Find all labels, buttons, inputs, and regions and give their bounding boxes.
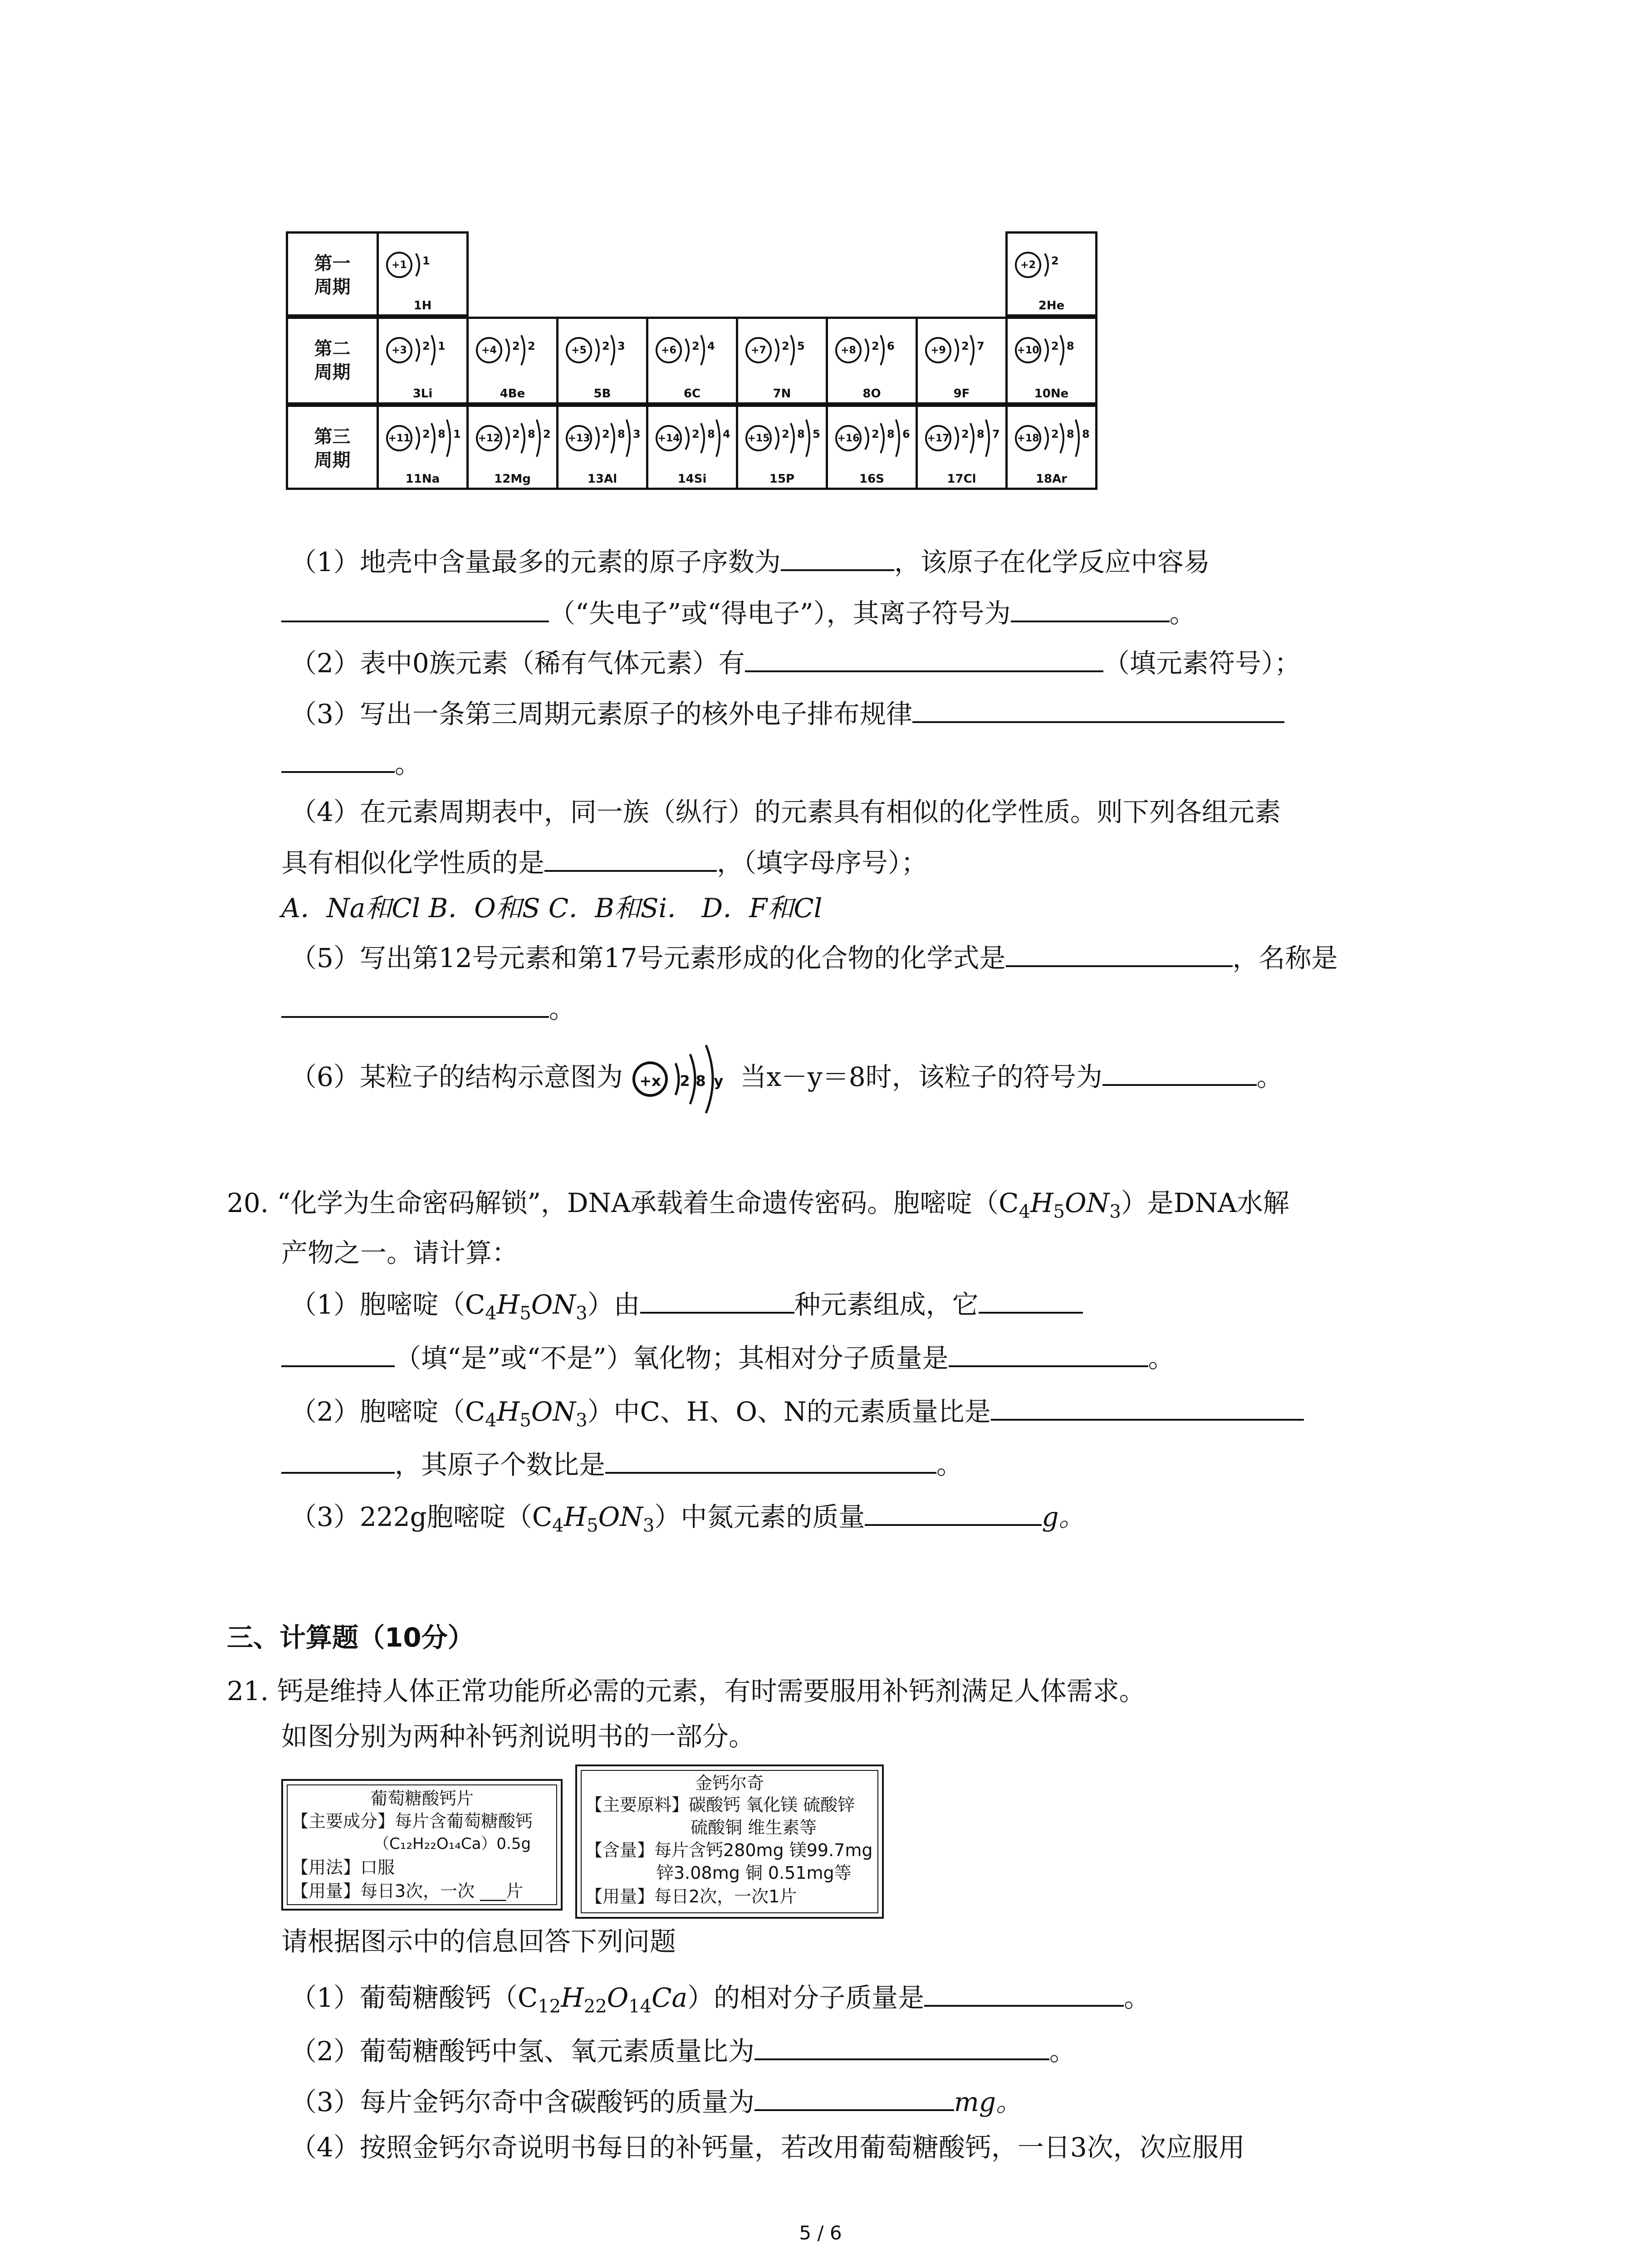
text: ）的相对分子质量是 — [687, 1982, 925, 2013]
element-symbol: 16S — [859, 472, 884, 486]
element-symbol: 11Na — [405, 472, 440, 486]
text: （“失电子”或“得电子”），其离子符号为 — [549, 598, 1011, 629]
text: ）由 — [587, 1289, 640, 1320]
shell-arc — [791, 423, 794, 453]
period-label: 第一 周期 — [314, 253, 351, 298]
element-symbol: 9F — [953, 387, 970, 401]
element-symbol: 7N — [773, 387, 791, 401]
shell-electron-count: 2 — [872, 340, 879, 352]
nucleus: +10 — [1015, 337, 1041, 363]
shell-electron-count: 8 — [797, 428, 805, 440]
element-cell-li — [377, 317, 469, 405]
text: Ca — [652, 1982, 688, 2013]
text: 。 — [1049, 2036, 1076, 2067]
q19-part5-line1 — [290, 938, 1338, 976]
element-cell-cl — [916, 405, 1008, 490]
nucleus: +18 — [1015, 425, 1041, 451]
shell-arc — [970, 335, 974, 365]
text: 。 — [549, 993, 576, 1024]
answer-blank[interactable] — [991, 1392, 1304, 1421]
shell-arc — [431, 335, 435, 365]
shell-electron-count: 2 — [692, 428, 700, 440]
box-line: 硫酸铜 维生素等 — [691, 1818, 817, 1838]
subscript: 4 — [1019, 1201, 1030, 1222]
element-cell-f — [916, 317, 1008, 405]
box-line: 【主要成分】每片含葡萄糖酸钙 — [291, 1811, 533, 1831]
answer-blank[interactable] — [1006, 938, 1233, 967]
element-cell-na — [377, 405, 469, 490]
shell-electron-count: 6 — [902, 428, 910, 440]
text: （1）葡萄糖酸钙（C — [290, 1982, 538, 2013]
answer-blank[interactable] — [781, 542, 894, 571]
text: ，其原子个数比是 — [395, 1449, 606, 1480]
shell-label: 2 — [680, 1072, 690, 1090]
shell-arc — [1076, 420, 1079, 457]
subscript: 3 — [642, 1515, 655, 1536]
q19-part4-line2 — [281, 843, 927, 881]
nucleus: +3 — [386, 337, 412, 363]
shell-electron-count: 8 — [617, 428, 625, 440]
subscript: 3 — [1109, 1201, 1121, 1222]
shell-electron-count: 2 — [782, 428, 789, 440]
nucleus: +7 — [745, 337, 772, 363]
subscript: 5 — [519, 1303, 531, 1324]
shell-arc — [881, 335, 884, 365]
shell-electron-count: 2 — [512, 340, 520, 352]
shell-arc — [686, 427, 689, 450]
q20-part3 — [290, 1497, 1085, 1544]
shell-arc — [791, 335, 794, 365]
subscript: 4 — [485, 1410, 497, 1431]
q20-part1-line1 — [290, 1285, 1083, 1332]
text: （3）222g胞嘧啶（C — [290, 1501, 553, 1532]
answer-blank[interactable] — [281, 1445, 395, 1474]
shell-arc — [1045, 339, 1048, 362]
shell-arc — [627, 420, 630, 457]
element-symbol: 2He — [1038, 299, 1065, 313]
nucleus: +16 — [835, 425, 862, 451]
element-symbol: 4Be — [500, 387, 525, 401]
text: O — [531, 1289, 553, 1320]
element-symbol: 12Mg — [494, 472, 531, 486]
element-cell-h — [377, 231, 469, 317]
shell-arc — [521, 423, 524, 453]
answer-blank[interactable] — [865, 1497, 1042, 1526]
q19-part2 — [290, 643, 1301, 681]
shell-electron-count: 8 — [707, 428, 715, 440]
shell-electron-count: 8 — [977, 428, 985, 440]
text: （5）写出第12号元素和第17号元素形成的化合物的化学式是 — [290, 943, 1006, 973]
answer-blank[interactable] — [1102, 1057, 1257, 1086]
q21-part1 — [290, 1978, 1150, 2025]
box-line: 【用量】每日3次，一次 ___片 — [291, 1881, 524, 1901]
box-line: 【主要原料】碳酸钙 氧化镁 硫酸锌 — [585, 1795, 855, 1815]
shell-electron-count: 2 — [961, 340, 969, 352]
shell-arc — [955, 427, 958, 450]
shell-arc — [596, 339, 599, 362]
shell-arc — [986, 420, 989, 457]
answer-blank[interactable] — [544, 843, 717, 872]
text: （6）某粒子的结构示意图为 — [290, 1061, 623, 1092]
text: 。 — [1124, 1982, 1151, 2013]
nucleus: +15 — [745, 425, 772, 451]
text: mg。 — [954, 2087, 1023, 2117]
element-symbol: 14Si — [677, 472, 707, 486]
shell-electron-count: 6 — [887, 340, 895, 352]
nucleus: +9 — [925, 337, 951, 363]
element-symbol: 6C — [683, 387, 701, 401]
shell-electron-count: 2 — [872, 428, 879, 440]
shell-electron-count: 8 — [1067, 428, 1074, 440]
shell-arc — [596, 427, 599, 450]
shell-arc — [896, 420, 899, 457]
shell-electron-count: 4 — [707, 340, 715, 352]
nucleus: +13 — [566, 425, 592, 451]
shell-arc — [865, 427, 868, 450]
nucleus: +11 — [386, 425, 412, 451]
text: g。 — [1042, 1501, 1085, 1532]
shell-electron-count: 3 — [633, 428, 641, 440]
nucleus: +14 — [656, 425, 682, 451]
answer-blank[interactable] — [979, 1285, 1083, 1314]
text: O — [531, 1396, 553, 1427]
page-number: 5 / 6 — [799, 2222, 842, 2244]
q21-part4: （4）按照金钙尔奇说明书每日的补钙量，若改用葡萄糖酸钙，一日3次，次应服用 — [290, 2132, 1245, 2163]
nucleus: +17 — [925, 425, 951, 451]
shell-arc — [521, 335, 524, 365]
subscript: 5 — [587, 1515, 598, 1536]
q21-line1: 21. 钙是维持人体正常功能所必需的元素，有时需要服用补钙剂满足人体需求。 — [227, 1676, 1146, 1706]
box-line: 锌3.08mg 铜 0.51mg等 — [656, 1863, 852, 1883]
text: 具有相似化学性质的是 — [281, 847, 545, 878]
nucleus: +2 — [1015, 252, 1041, 278]
answer-blank[interactable] — [281, 744, 395, 773]
text: H — [1030, 1188, 1053, 1218]
q20-part2-line1 — [290, 1392, 1304, 1439]
answer-blank[interactable] — [281, 989, 549, 1018]
text: ，名称是 — [1232, 943, 1338, 973]
text: 。 — [1256, 1061, 1283, 1092]
element-symbol: 5B — [593, 387, 611, 401]
shell-arc — [416, 427, 419, 450]
text: （3）每片金钙尔奇中含碳酸钙的质量为 — [290, 2087, 754, 2117]
subscript: 12 — [538, 1996, 561, 2017]
answer-blank[interactable] — [281, 1338, 395, 1367]
element-cell-p — [736, 405, 828, 490]
text: （1）地壳中含量最多的元素的原子序数为 — [290, 547, 781, 577]
answer-blank[interactable] — [640, 1285, 794, 1314]
answer-blank[interactable] — [1011, 593, 1170, 622]
answer-blank[interactable] — [745, 643, 1103, 672]
nucleus: +6 — [656, 337, 682, 363]
shell-arc — [775, 339, 779, 362]
electron-shell-arcs — [411, 240, 465, 290]
shell-electron-count: 5 — [797, 340, 805, 352]
element-cell-n — [736, 317, 828, 405]
text: N — [553, 1396, 576, 1427]
q19-part5-line2 — [281, 989, 575, 1027]
q20-part1-line2 — [281, 1338, 1175, 1376]
element-symbol: 15P — [769, 472, 795, 486]
shell-electron-count: 8 — [528, 428, 535, 440]
q20-part2-line2 — [281, 1445, 963, 1483]
element-cell-ne — [1005, 317, 1097, 405]
subscript: 14 — [628, 1996, 652, 2017]
shell-electron-count: 2 — [692, 340, 700, 352]
shell-electron-count: 2 — [512, 428, 520, 440]
shell-arc — [1060, 423, 1063, 453]
shell-arc — [506, 339, 509, 362]
element-cell-he — [1005, 231, 1097, 317]
shell-arc — [1045, 427, 1048, 450]
element-cell-mg — [466, 405, 558, 490]
text: 种元素组成，它 — [794, 1289, 979, 1320]
text: （2）胞嘧啶（C — [290, 1396, 485, 1427]
answer-blank[interactable] — [912, 694, 1284, 723]
text: （2）葡萄糖酸钙中氢、氧元素质量比为 — [290, 2036, 754, 2067]
q19-part3-line2 — [281, 744, 421, 782]
text: 当x－y＝8时，该粒子的符号为 — [740, 1061, 1102, 1092]
shell-arc — [416, 254, 419, 276]
nucleus-label: +x — [639, 1072, 661, 1090]
text: （1）胞嘧啶（C — [290, 1289, 485, 1320]
shell-arc — [611, 335, 614, 365]
nucleus: +12 — [476, 425, 502, 451]
shell-electron-count: 1 — [422, 254, 430, 267]
shell-arc — [701, 335, 704, 365]
q19-part6 — [290, 1057, 1283, 1097]
text: ）中氮元素的质量 — [654, 1501, 865, 1532]
shell-electron-count: 2 — [961, 428, 969, 440]
caltrate-label-box — [575, 1765, 884, 1919]
element-cell-s — [826, 405, 918, 490]
text: N — [1086, 1188, 1110, 1218]
shell-electron-count: 4 — [723, 428, 730, 440]
shell-arc — [1045, 254, 1048, 276]
shell-arc — [775, 427, 779, 450]
box-title: 金钙尔奇 — [695, 1773, 764, 1793]
electron-shell-arcs — [1039, 240, 1094, 290]
shell-arc — [611, 423, 614, 453]
text: ）是DNA水解 — [1121, 1188, 1289, 1218]
text: （填“是”或“不是”）氧化物；其相对分子质量是 — [395, 1343, 949, 1374]
box-title: 葡萄糖酸钙片 — [370, 1789, 474, 1809]
text: O — [1065, 1188, 1087, 1218]
subscript: 5 — [519, 1410, 531, 1431]
shell-electron-count: 2 — [1051, 428, 1059, 440]
answer-blank[interactable] — [754, 2031, 1049, 2060]
shell-electron-count: 7 — [992, 428, 1000, 440]
element-cell-ar — [1005, 405, 1097, 490]
calcium-gluconate-label-box — [281, 1779, 563, 1911]
shell-electron-count: 2 — [1051, 254, 1059, 267]
shell-electron-count: 5 — [813, 428, 820, 440]
nucleus: +5 — [566, 337, 592, 363]
period-label: 第三 周期 — [314, 426, 351, 471]
q21-part2 — [290, 2031, 1076, 2069]
text: H — [563, 1501, 587, 1532]
shell-arc — [447, 420, 450, 457]
shell-electron-count: 2 — [1051, 340, 1059, 352]
answer-blank[interactable] — [605, 1445, 936, 1474]
text: N — [620, 1501, 643, 1532]
particle-structure-diagram — [631, 1061, 740, 1097]
q21-line2: 如图分别为两种补钙剂说明书的一部分。 — [281, 1721, 755, 1752]
box-line: 【用量】每日2次，一次1片 — [585, 1887, 797, 1906]
box-line: （C₁₂H₂₂O₁₄Ca）0.5g — [374, 1835, 531, 1853]
shell-label: 8 — [696, 1072, 706, 1090]
element-symbol: 18Ar — [1035, 472, 1068, 486]
shell-arc — [416, 339, 419, 362]
section-title: 三、计算题（10分） — [227, 1622, 474, 1653]
answer-blank[interactable] — [281, 593, 549, 622]
subscript: 5 — [1053, 1201, 1065, 1222]
element-cell-b — [556, 317, 648, 405]
element-symbol: 8O — [862, 387, 881, 401]
answer-blank[interactable] — [754, 2082, 954, 2111]
shell-electron-count: 2 — [422, 340, 430, 352]
text: H — [496, 1396, 520, 1427]
nucleus: +8 — [835, 337, 862, 363]
shell-electron-count: 2 — [602, 428, 610, 440]
shell-electron-count: 8 — [887, 428, 895, 440]
text: 。 — [936, 1449, 963, 1480]
q20-intro-line1 — [227, 1185, 1289, 1230]
text: O — [607, 1982, 629, 2013]
element-symbol: 3Li — [412, 387, 433, 401]
period-label: 第二 周期 — [314, 338, 351, 383]
nucleus: +4 — [476, 337, 502, 363]
q21-part3 — [290, 2082, 1022, 2120]
shell-electron-count: 1 — [438, 340, 446, 352]
shell-electron-count: 2 — [422, 428, 430, 440]
shell-arc — [686, 339, 689, 362]
element-cell-c — [646, 317, 738, 405]
period-label-cell — [286, 317, 379, 405]
shell-electron-count: 3 — [617, 340, 625, 352]
shell-electron-count: 7 — [977, 340, 985, 352]
element-symbol: 13Al — [587, 472, 617, 486]
period-label-cell — [286, 231, 379, 317]
element-symbol: 1H — [413, 299, 432, 313]
shell-electron-count: 1 — [453, 428, 461, 440]
shell-arc — [431, 423, 435, 453]
text: （4）在元素周期表中，同一族（纵行）的元素具有相似的化学性质。则下列各组元素 — [290, 797, 1281, 827]
subscript: 3 — [576, 1303, 588, 1324]
shell-electron-count: 2 — [528, 340, 535, 352]
shell-electron-count: 8 — [1082, 428, 1090, 440]
text: （填元素符号）； — [1103, 648, 1301, 679]
period-label-cell — [286, 405, 379, 490]
text: 。 — [1148, 1343, 1175, 1374]
text: ，该原子在化学反应中容易 — [894, 547, 1210, 577]
text: ，（填字母序号）； — [717, 847, 928, 878]
subscript: 4 — [552, 1515, 564, 1536]
shell-electron-count: 8 — [438, 428, 446, 440]
element-cell-be — [466, 317, 558, 405]
shell-electron-count: 2 — [782, 340, 789, 352]
subscript: 22 — [583, 1996, 607, 2017]
element-symbol: 10Ne — [1034, 387, 1069, 401]
element-symbol: 17Cl — [947, 472, 976, 486]
shell-label: y — [714, 1072, 724, 1090]
answer-blank[interactable] — [949, 1338, 1148, 1367]
element-cell-si — [646, 405, 738, 490]
text: 20. “化学为生命密码解锁”，DNA承载着生命遗传密码。胞嘧啶（C — [227, 1188, 1019, 1218]
text: H — [561, 1982, 584, 2013]
shell-arc — [881, 423, 884, 453]
shell-arc — [701, 423, 704, 453]
text: 。 — [1169, 598, 1196, 629]
text: ）中C、H、O、N的元素质量比是 — [587, 1396, 991, 1427]
subscript: 3 — [576, 1410, 588, 1431]
text: H — [496, 1289, 520, 1320]
q19-part3-line1 — [290, 694, 1284, 732]
text: O — [598, 1501, 620, 1532]
q20-intro-line2: 产物之一。请计算： — [281, 1237, 519, 1268]
answer-blank[interactable] — [924, 1978, 1124, 2007]
text: N — [553, 1289, 576, 1320]
shell-arc — [865, 339, 868, 362]
subscript: 4 — [485, 1303, 497, 1324]
q19-part1-line2 — [281, 593, 1196, 631]
shell-arc — [806, 420, 809, 457]
shell-electron-count: 2 — [543, 428, 551, 440]
shell-arc — [506, 427, 509, 450]
box-line: 【用法】口服 — [291, 1857, 395, 1877]
shell-electron-count: 2 — [602, 340, 610, 352]
shell-arc — [955, 339, 958, 362]
shell-arc — [716, 420, 720, 457]
q19-part1-line1 — [290, 542, 1210, 580]
shell-arc — [1060, 335, 1063, 365]
q19-part4-options: A．Na和Cl B．O和S C．B和Si． D．F和Cl — [281, 893, 823, 924]
element-cell-o — [826, 317, 918, 405]
text: （2）表中0族元素（稀有气体元素）有 — [290, 648, 745, 679]
nucleus: +1 — [386, 252, 412, 278]
text: （3）写出一条第三周期元素原子的核外电子排布规律 — [290, 699, 912, 729]
shell-arc — [537, 420, 540, 457]
q21-line3: 请根据图示中的信息回答下列问题 — [281, 1926, 676, 1957]
text: 。 — [395, 748, 421, 779]
q19-part4-line1 — [290, 794, 1281, 830]
shell-electron-count: 8 — [1067, 340, 1074, 352]
element-cell-al — [556, 405, 648, 490]
shell-arc — [970, 423, 974, 453]
box-line: 【含量】每片含钙280mg 镁99.7mg — [585, 1840, 873, 1860]
